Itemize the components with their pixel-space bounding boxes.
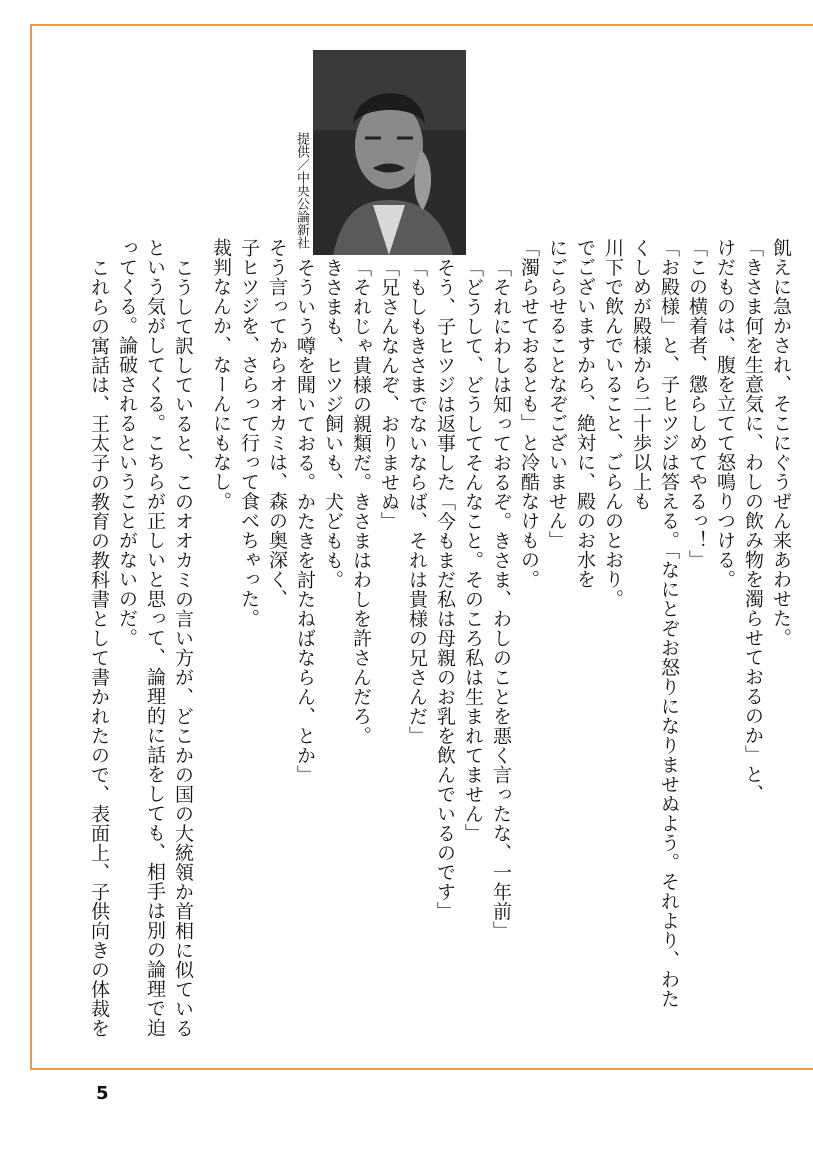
text-line: そういう噂を聞いておる。かたきを討たねばならん、とか」 xyxy=(294,258,316,785)
paragraph-gap xyxy=(197,238,207,1038)
text-line: 「この横着者、懲らしめてやるっ！」 xyxy=(686,238,708,570)
author-photo xyxy=(313,50,466,255)
text-line: 「それじゃ貴様の親類だ。きさまはわしを許さんだろ。 xyxy=(350,258,372,746)
text-line: 川下で飲んでいること、ごらんのとおり。 xyxy=(602,238,624,609)
text-line: 飢えに急かされ、そこにぐうぜん来あわせた。 xyxy=(770,238,792,648)
text-line: けだものは、腹を立てて怒鳴りつける。 xyxy=(714,238,736,589)
text-line: くしめが殿様から二十歩以上も xyxy=(630,238,652,511)
text-line: 「兄さんなんぞ、おりませぬ」 xyxy=(378,258,400,531)
text-line: 「もしもきさまでないならば、それは貴様の兄さんだ」 xyxy=(406,258,428,746)
text-line: 子ヒツジを、さらって行って食べちゃった。 xyxy=(238,238,260,628)
text-line: ってくる。論破されるということがないのだ。 xyxy=(116,238,138,648)
text-line: にごらせることなぞございません」 xyxy=(546,238,568,550)
text-line: これらの寓話は、王太子の教育の教科書として書かれたので、表面上、子供向きの体裁を xyxy=(88,258,110,1038)
text-line: でございますから、絶対に、殿のお水を xyxy=(574,238,596,589)
text-line: そう、子ヒツジは返事した「今もまだ私は母親のお乳を飲んでいるのです」 xyxy=(434,258,456,921)
text-line: 「どうして、どうしてそんなこと。そのころ私は生まれてません」 xyxy=(462,258,484,843)
text-line: 裁判なんか、なーんにもなし。 xyxy=(210,238,232,511)
text-line: 「濁らせておるとも」と冷酷なけもの。 xyxy=(518,238,540,589)
text-line: 「それにわしは知っておるぞ。きさま、わしのことを悪く言ったな、一年前」 xyxy=(490,258,512,941)
text-line: こうして訳していると、このオオカミの言い方が、どこかの国の大統領か首相に似ている xyxy=(172,258,194,1038)
text-line: という気がしてくる。こちらが正しいと思って、論理的に話をしても、相手は別の論理で迫 xyxy=(144,238,166,1038)
article-body xyxy=(60,238,795,1038)
text-line: きさまも、ヒツジ飼いも、犬どもも。 xyxy=(322,258,344,590)
page-number: 5 xyxy=(96,1083,109,1104)
text-line: 「お殿様」と、子ヒツジは答える。「なにとぞお怒りになりませぬよう。それより、わた xyxy=(658,238,680,1009)
text-line: そう言ってからオオカミは、森の奥深く、 xyxy=(266,238,288,609)
text-line: 「きさま何を生意気に、わしの飲み物を濁らせておるのか」と、 xyxy=(742,238,764,804)
photo-credit: 提供／中央公論新社 xyxy=(294,132,309,249)
